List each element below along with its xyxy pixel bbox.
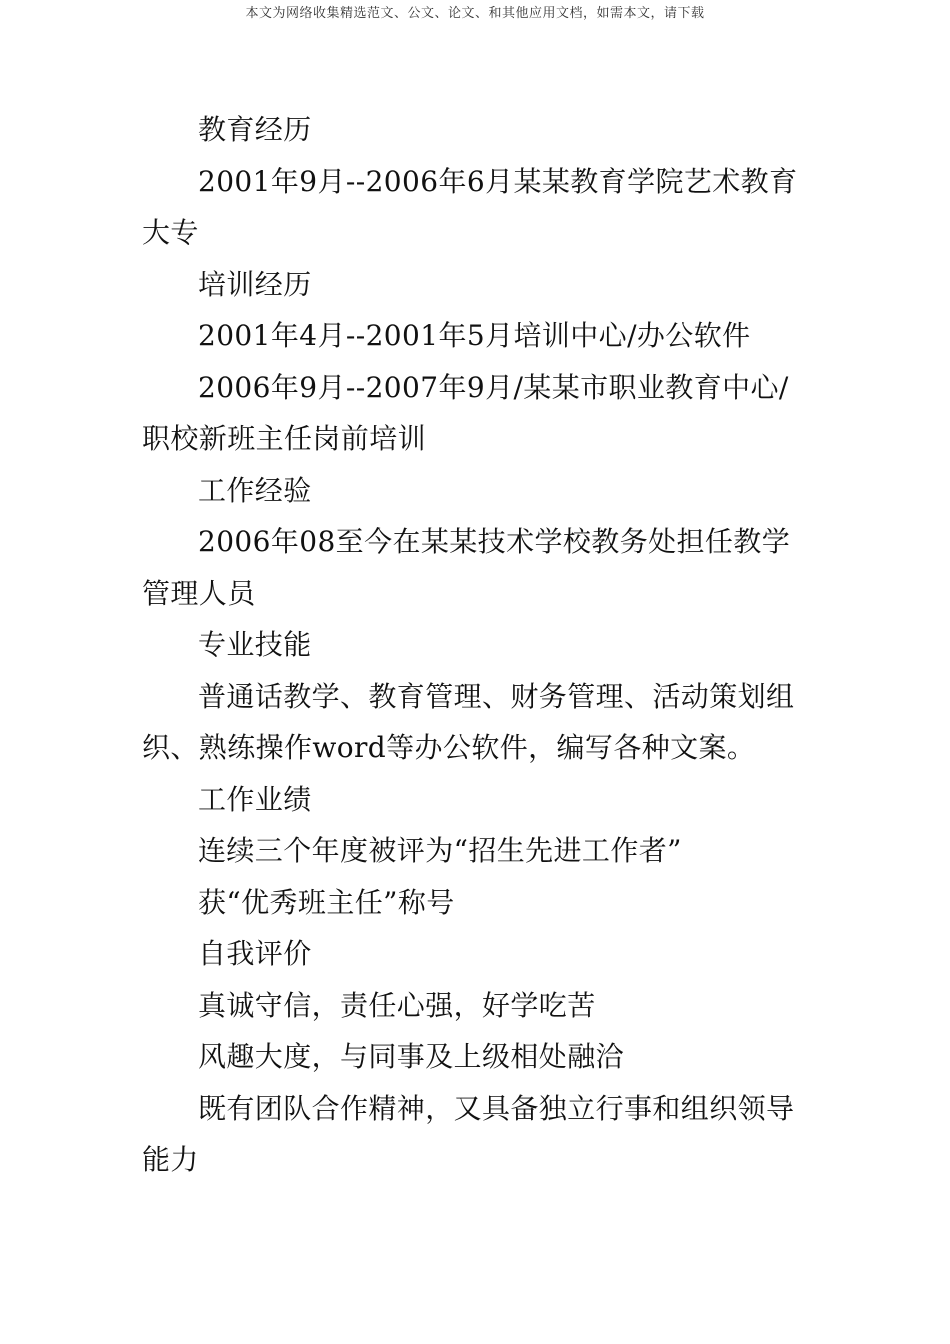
achievement-entry: 连续三个年度被评为“招生先进工作者” <box>198 834 682 867</box>
section-heading-education: 教育经历 <box>198 113 312 146</box>
page-header-note: 本文为网络收集精选范文、公文、论文、和其他应用文档，如需本文，请下载 <box>245 6 705 21</box>
self-evaluation-entry: 风趣大度，与同事及上级相处融洽 <box>198 1040 625 1073</box>
self-evaluation-entry: 真诚守信，责任心强，好学吃苦 <box>198 988 596 1022</box>
section-heading-skills: 专业技能 <box>198 628 312 661</box>
skills-entry: 普通话教学、教育管理、财务管理、活动策划组织、熟练操作word等办公软件，编写各种文案。 <box>142 679 795 764</box>
self-evaluation-entry: 既有团队合作精神，又具备独立行事和组织领导能力 <box>142 1091 795 1176</box>
section-heading-achievements: 工作业绩 <box>198 782 312 816</box>
section-heading-self-evaluation: 自我评价 <box>198 937 312 970</box>
document-body <box>142 104 812 1186</box>
section-heading-training: 培训经历 <box>198 267 312 301</box>
training-entry: 2006年9月--2007年9月/某某市职业教育中心/职校新班主任岗前培训 <box>142 370 789 455</box>
section-heading-experience: 工作经验 <box>198 473 312 507</box>
experience-entry: 2006年08至今在某某技术学校教务处担任教学管理人员 <box>142 525 791 610</box>
achievement-entry: 获“优秀班主任”称号 <box>198 885 455 919</box>
education-entry: 2001年9月--2006年6月某某教育学院艺术教育大专 <box>142 164 798 249</box>
training-entry: 2001年4月--2001年5月培训中心/办公软件 <box>198 319 751 352</box>
